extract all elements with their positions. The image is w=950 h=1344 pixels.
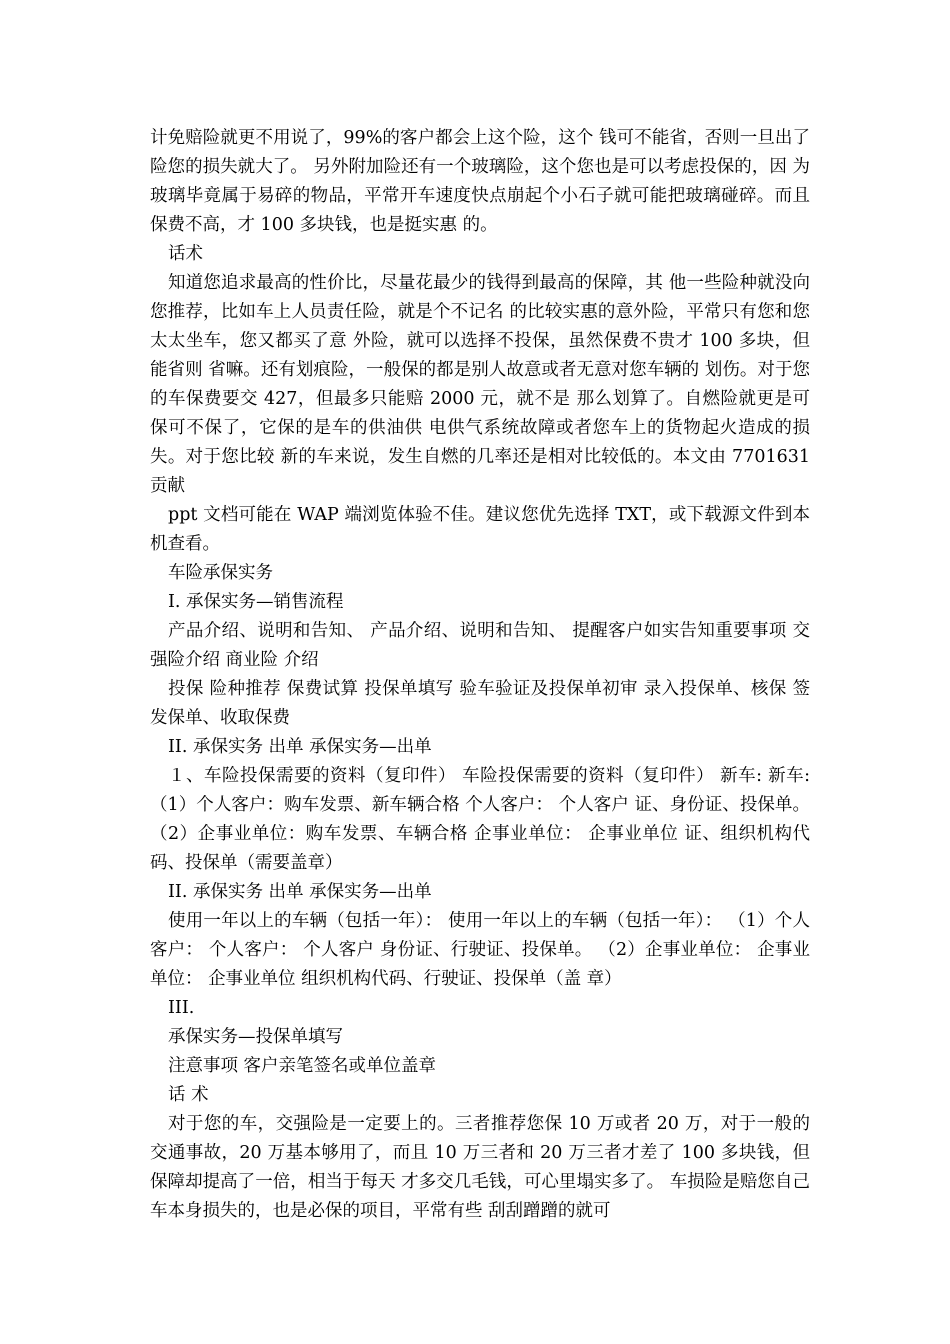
paragraph-5: 投保 险种推荐 保费试算 投保单填写 验车验证及投保单初审 录入投保单、核保 签发保单、收取保费: [150, 679, 810, 728]
heading-section-2b: II. 承保实务 出单 承保实务—出单: [168, 882, 432, 902]
paragraph-8: 注意事项 客户亲笔签名或单位盖章: [168, 1056, 437, 1076]
document-body: [150, 124, 810, 1226]
heading-huashu-2: 话 术: [168, 1085, 209, 1105]
paragraph-6: １、车险投保需要的资料（复印件） 车险投保需要的资料（复印件） 新车: 新车: （1）个人客户：购车发票、新车辆合格 个人客户： 个人客户 证、身份证、投保单。 （2）企事业单位：购车发票、车辆合格 企事业单位： 企事业单位 证、组织机构代码、投保单（需要盖章）: [150, 766, 810, 873]
heading-huashu-1: 话术: [168, 244, 203, 264]
heading-section-1: I. 承保实务—销售流程: [168, 592, 344, 612]
heading-section-3-title: 承保实务—投保单填写: [168, 1027, 343, 1047]
heading-section-3: III.: [168, 998, 195, 1018]
paragraph-9: 对于您的车，交强险是一定要上的。三者推荐您保 10 万或者 20 万，对于一般的交通事故，20 万基本够用了，而且 10 万三者和 20 万三者才差了 100 多块钱，但保障却提高了一倍，相当于每天 才多交几毛钱，可心里塌实多了。 车损险是赔您自己车本身损失的，也是必保的项目，平常有些 刮刮蹭蹭的就可: [150, 1114, 810, 1221]
heading-section-2a: II. 承保实务 出单 承保实务—出单: [168, 737, 432, 757]
paragraph-2: 知道您追求最高的性价比，尽量花最少的钱得到最高的保障，其 他一些险种就没向您推荐，比如车上人员责任险，就是个不记名 的比较实惠的意外险，平常只有您和您太太坐车，您又都买了意 外险，就可以选择不投保，虽然保费不贵才 100 多块，但能省则 省嘛。还有划痕险，一般保的都是别人故意或者无意对您车辆的 划伤。对于您的车保费要交 427，但最多只能赔 2000 元，就不是 那么划算了。自燃险就更是可保可不保了，它保的是车的供油供 电供气系统故障或者您车上的货物起火造成的损失。对于您比较 新的车来说，发生自燃的几率还是相对比较低的。本文由 7701631 贡献: [150, 273, 810, 496]
paragraph-3: ppt 文档可能在 WAP 端浏览体验不佳。建议您优先选择 TXT，或下载源文件到本机查看。: [150, 505, 810, 554]
paragraph-1: 计免赔险就更不用说了，99%的客户都会上这个险，这个 钱可不能省，否则一旦出了险您的损失就大了。 另外附加险还有一个玻璃险，这个您也是可以考虑投保的，因 为玻璃毕竟属于易碎的物品，平常开车速度快点崩起个小石子就可能把玻璃碰碎。而且保费不高，才 100 多块钱，也是挺实惠 的。: [150, 128, 810, 235]
paragraph-4: 产品介绍、说明和告知、 产品介绍、说明和告知、 提醒客户如实告知重要事项 交强险介绍 商业险 介绍: [150, 621, 810, 670]
heading-chexian-chengbao: 车险承保实务: [168, 563, 273, 583]
paragraph-7: 使用一年以上的车辆（包括一年）： 使用一年以上的车辆（包括一年）： （1）个人客户： 个人客户： 个人客户 身份证、行驶证、投保单。 （2）企事业单位： 企事业单位： 企事业单位 组织机构代码、行驶证、投保单（盖 章）: [150, 911, 810, 989]
